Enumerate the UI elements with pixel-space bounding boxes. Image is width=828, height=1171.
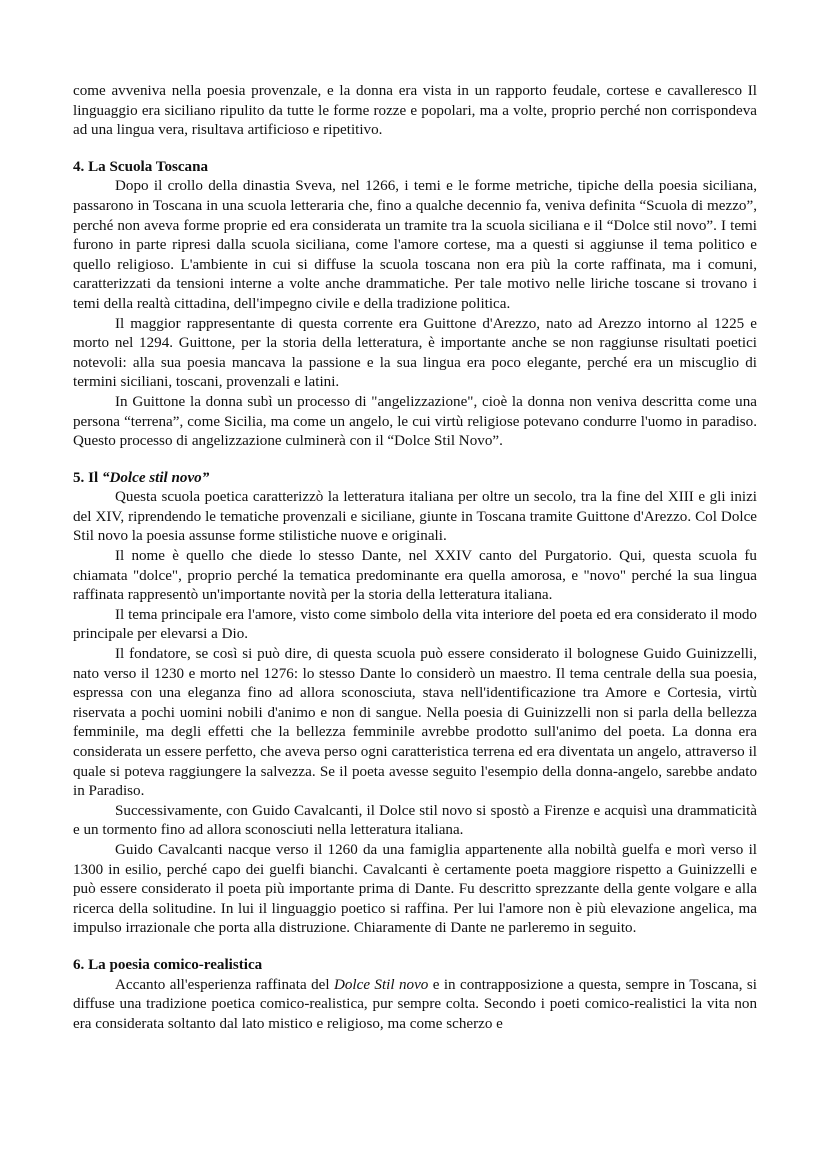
spacer-before-heading-5 [73, 452, 757, 469]
paragraph-angelizzazione: In Guittone la donna subì un processo di "angelizzazione", cioè la donna non veniva descritta come una persona “terrena”, come Sicilia, ma come un angelo, le cui virtù religiose potevano condurre l'uomo in paradiso. Questo processo di angelizzazione culminerà con il “Dolce Stil Novo”. [73, 393, 757, 450]
paragraph-cavalcanti-biografia: Guido Cavalcanti nacque verso il 1260 da una famiglia appartenente alla nobiltà guelfa e morì verso il 1300 in esilio, perché capo dei guelfi bianchi. Cavalcanti è certamente poeta maggiore rispetto a Guinizzelli e può essere considerato il poeta più importante prima di Dante. Fu descritto sprezzante della gente volgare e alla ricerca della solitudine. In lui il linguaggio poetico si raffina. Per lui l'amore non è più elevazione angelica, ma impulso irrazionale che porta alla distruzione. Chiaramente di Dante ne parleremo in seguito. [73, 841, 757, 937]
spacer-before-heading-6 [73, 939, 757, 956]
heading-5-number-label: 5. Il [73, 469, 102, 486]
paragraph-il-nome-dante: Il nome è quello che diede lo stesso Dante, nel XXIV canto del Purgatorio. Qui, questa scuola fu chiamata "dolce", proprio perché la tematica predominante era quella amorosa, e "novo" perché la sua lingua raffinata rappresentò un'importante novità per la storia della letteratura italiana. [73, 548, 757, 604]
paragraph-comico-realistica [73, 976, 757, 1035]
paragraph-tema-principale-amore: Il tema principale era l'amore, visto come simbolo della vita interiore del poeta ed era considerato il modo principale per elevarsi a Dio. [73, 606, 757, 643]
spacer-before-heading-4 [73, 141, 757, 158]
document-body [73, 82, 757, 1034]
paragraph-questa-scuola-poetica: Questa scuola poetica caratterizzò la letteratura italiana per oltre un secolo, tra la fine del XIII e gli inizi del XIV, riprendendo le tematiche provenzali e siciliane, giunte in Toscana tramite Guittone d'Arezzo. Col Dolce Stil novo la poesia assunse forme stilistiche nuove e originali. [73, 489, 757, 545]
paragraph-guittone-arezzo: Il maggior rappresentante di questa corrente era Guittone d'Arezzo, nato ad Arezzo intorno al 1225 e morto nel 1294. Guittone, per la storia della letteratura, è importante anche se non raggiunse risultati poetici notevoli: alla sua poesia mancava la passione e la sua lingua era poco elegante, perché era un miscuglio di termini siciliani, toscani, provenzali e latini. [73, 315, 757, 391]
comico-text-part2: e in contrapposizione a questa, sempre in Toscana, si diffuse una tradizione poetica comico-realistica, pur sempre colta. Secondo i poeti comico-realistici la vita non era considerata soltanto dal lato mistico e religioso, ma come scherzo e [73, 976, 757, 1032]
paragraph-provenzale-continuation: come avveniva nella poesia provenzale, e la donna era vista in un rapporto feudale, cortese e cavalleresco Il linguaggio era siciliano ripulito da tutte le forme rozze e popolari, ma a volte, proprio perché non corrispondeva ad una lingua vera, risultava artificioso e ripetitivo. [73, 83, 757, 139]
heading-5-italic-title: “Dolce stil novo” [101, 469, 210, 486]
paragraph-dopo-il-crollo: Dopo il crollo della dinastia Sveva, nel 1266, i temi e le forme metriche, tipiche della poesia siciliana, passarono in Toscana in una scuola letteraria che, fino a qualche decennio fa, veniva definita “Scuola di mezzo”, perché non aveva forme proprie ed era considerata un tramite tra la scuola siciliana e il “Dolce stil novo”. I temi furono in parte ripresi dalla scuola siciliana, come l'amore cortese, ma a questi si aggiunse il tema politico e quello religioso. L'ambiente in cui si diffuse la scuola toscana non era più la corte raffinata, ma i comuni, caratterizzati da tensioni interne a volte anche drammatiche. Per tale motivo nelle liriche toscane si trovano i temi della realtà cittadina, dell'impegno civile e della tradizione politica. [73, 178, 757, 312]
heading-5-dolce-stil-novo [73, 469, 757, 489]
heading-4-scuola-toscana: 4. La Scuola Toscana [73, 158, 209, 175]
paragraph-cavalcanti-firenze: Successivamente, con Guido Cavalcanti, il Dolce stil novo si spostò a Firenze e acquisì una drammaticità e un tormento fino ad allora sconosciuti nella letteratura italiana. [73, 802, 757, 839]
comico-text-part1: Accanto all'esperienza raffinata del [115, 976, 334, 993]
comico-italic-dolce-stil-novo: Dolce Stil novo [333, 976, 429, 993]
heading-6-poesia-comico-realistica: 6. La poesia comico-realistica [73, 956, 263, 973]
paragraph-guinizzelli: Il fondatore, se così si può dire, di questa scuola può essere considerato il bolognese Guido Guinizzelli, nato verso il 1230 e morto nel 1276: lo stesso Dante lo considerò un maestro. Il tema centrale della sua poesia, espressa con una eleganza fino ad allora sconosciuta, stava nell'identificazione tra Amore e Cortesia, virtù riservata a pochi uomini nobili d'animo e non di sangue. Nella poesia di Guinizzelli non si parla della bellezza femminile, ma degli effetti che la bellezza femminile avrebbe prodotto sull'animo del poeta. La donna era considerata un essere perfetto, che aveva perso ogni caratteristica terrena ed era diventata un angelo, attraverso il quale si poteva raggiungere la salvezza. Se il poeta avesse seguito l'esempio della donna-angelo, sarebbe andato in Paradiso. [73, 646, 757, 800]
